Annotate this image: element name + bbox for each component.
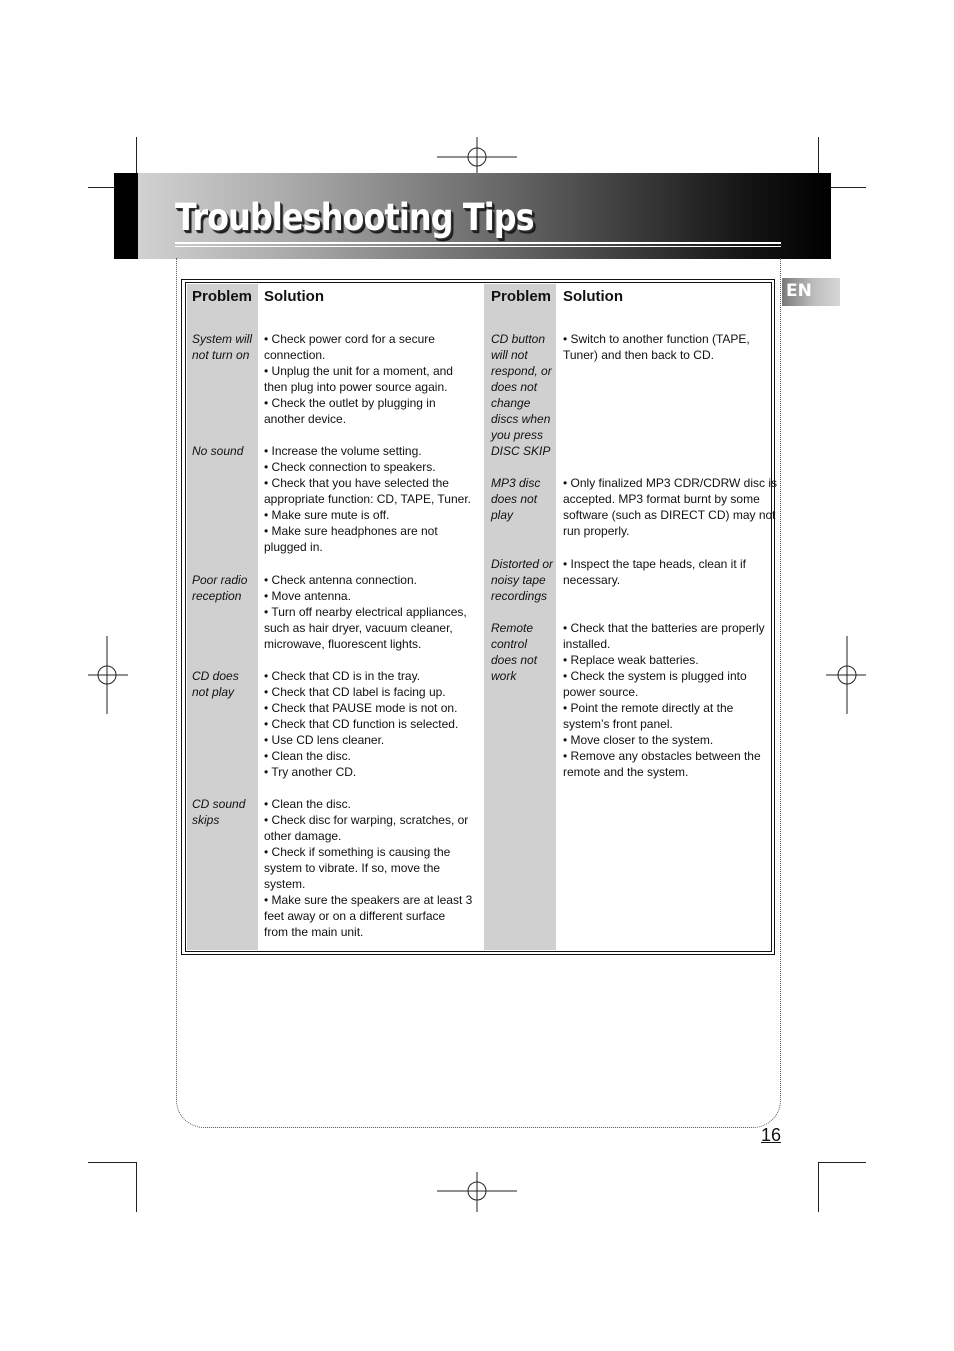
solution-cell: • Inspect the tape heads, clean it if necessary. bbox=[563, 557, 746, 587]
solution-cell: • Check power cord for a secure connection. • Unplug the unit for a moment, and then plug into power source again. • Check the outlet by plugging in another device. bbox=[264, 332, 453, 426]
problem-cell: System will not turn on bbox=[192, 332, 253, 362]
solution-cell: • Increase the volume setting. • Check connection to speakers. • Check that you have selected the appropriate function: CD, TAPE, Tuner. • Make sure mute is off. • Make sure headphones are not plugged in. bbox=[264, 444, 471, 554]
problem-cell: Distorted or noisy tape recordings bbox=[491, 557, 554, 603]
solution-cell: • Switch to another function (TAPE, Tuner) and then back to CD. bbox=[563, 332, 750, 362]
problem-cell: CD sound skips bbox=[192, 797, 246, 827]
crop-mark bbox=[88, 1162, 137, 1163]
solution-header-left: Solution bbox=[264, 288, 324, 305]
problem-header-left: Problem bbox=[192, 288, 253, 305]
solution-header-right: Solution bbox=[563, 288, 623, 305]
problem-header-right: Problem bbox=[491, 288, 552, 305]
page-number: 16 bbox=[761, 1125, 782, 1145]
problem-cell: MP3 disc does not play bbox=[491, 476, 541, 522]
problem-cell: No sound bbox=[192, 444, 244, 458]
crop-mark bbox=[818, 1162, 866, 1163]
registration-mark-icon bbox=[437, 137, 517, 177]
problem-column-left bbox=[187, 284, 258, 950]
problem-cell: CD does not play bbox=[192, 669, 239, 699]
solution-cell: • Check that the batteries are properly installed. • Replace weak batteries. • Check the system is plugged into power source. • Point the remote directly at the system’s front panel. • Move closer to the system. • Remove any obstacles between the remote and the system. bbox=[563, 621, 765, 779]
registration-mark-icon bbox=[88, 636, 128, 714]
crop-mark bbox=[136, 1162, 137, 1212]
language-tab-label: EN bbox=[786, 281, 812, 301]
solution-cell: • Only finalized MP3 CDR/CDRW disc is accepted. MP3 format burnt by some software (such as DIRECT CD) may not run properly. bbox=[563, 476, 778, 538]
problem-cell: Poor radio reception bbox=[192, 573, 248, 603]
title-banner-edge bbox=[114, 173, 138, 259]
title-underline bbox=[175, 246, 781, 247]
problem-cell: CD button will not respond, or does not change discs when you press DISC SKIP bbox=[491, 332, 552, 458]
crop-mark bbox=[818, 1162, 819, 1212]
title-underline bbox=[175, 242, 781, 244]
registration-mark-icon bbox=[826, 636, 866, 714]
page-title: Troubleshooting Tips bbox=[175, 196, 534, 239]
solution-cell: • Check antenna connection. • Move antenna. • Turn off nearby electrical appliances, such as hair dryer, vacuum cleaner, microwave, fluorescent lights. bbox=[264, 573, 467, 651]
registration-mark-icon bbox=[437, 1172, 517, 1212]
solution-cell: • Clean the disc. • Check disc for warping, scratches, or other damage. • Check if something is causing the system to vibrate. If so, move the system. • Make sure the speakers are at least 3 feet away or on a different surface from the main unit. bbox=[264, 797, 473, 939]
solution-cell: • Check that CD is in the tray. • Check that CD label is facing up. • Check that PAUSE mode is not on. • Check that CD function is selected. • Use CD lens cleaner. • Clean the disc. • Try another CD. bbox=[264, 669, 459, 779]
problem-cell: Remote control does not work bbox=[491, 621, 538, 683]
